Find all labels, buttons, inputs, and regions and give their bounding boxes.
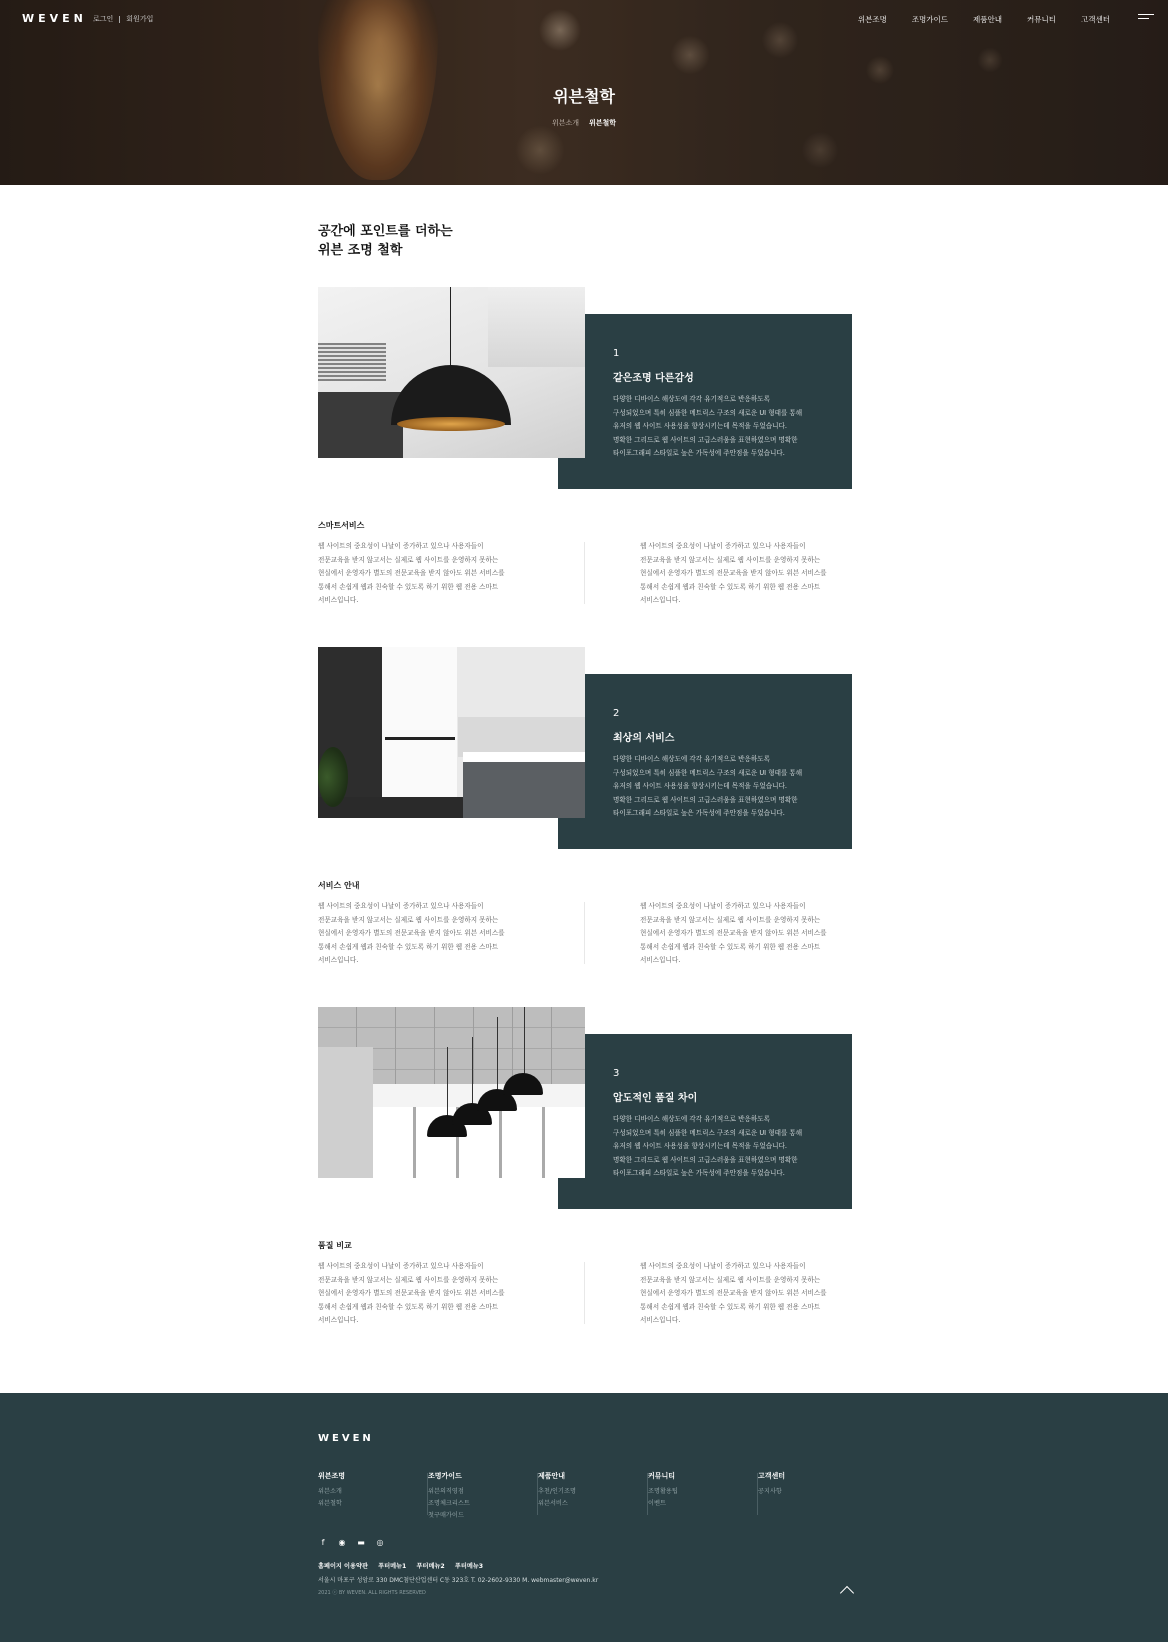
feature-description: 다양한 디바이스 해상도에 각각 유기적으로 반응하도록 구성되었으며 특히 심플한 메트릭스 구조의 새로운 UI 형태를 통해 유저의 웹 사이트 사용성을 향상시키는데 목적을 두었습니다. 명확한 그리드로 웹 사이트의 고급스러움을 표현하였으며 명확한 타이포그래피 스타일로 높은 가독성에 주안점을 두었습니다. xyxy=(613,395,803,458)
nav-item-lighting-guide[interactable]: 조명가이드 xyxy=(911,15,949,24)
footer-menu-1[interactable]: 푸터메뉴1 xyxy=(378,1563,407,1570)
service-text-left: 웹 사이트의 중요성이 나날이 증가하고 있으나 사용자들이 전문교육을 받지 않고서는 실제로 웹 사이트를 운영하지 못하는 현실에서 운영자가 별도의 전문교육을 받지 않아도 위븐 서비스를 통해서 손쉽게 웹과 친숙할 수 있도록 하기 위한 웹 전용 스마트 서비스입니다. xyxy=(318,902,505,965)
terms-link[interactable]: 홈페이지 이용약관 xyxy=(318,1563,368,1570)
feature-card xyxy=(558,674,852,849)
facebook-icon[interactable]: f xyxy=(321,1538,325,1547)
pendant-lamp-photo xyxy=(318,287,585,458)
copyright: 2021 ⓒ BY WEVEN. ALL RIGHTS RESERVED xyxy=(318,1590,426,1596)
footer-links xyxy=(318,1561,491,1570)
footer-menu-3[interactable]: 푸터메뉴3 xyxy=(454,1563,484,1570)
kitchen-photo xyxy=(318,647,585,818)
service-section xyxy=(318,1240,852,1330)
footer-column: 위븐조명 위븐소개 위븐철학 xyxy=(318,1471,428,1515)
service-text-right: 웹 사이트의 중요성이 나날이 증가하고 있으나 사용자들이 전문교육을 받지 않고서는 실제로 웹 사이트를 운영하지 못하는 현실에서 운영자가 별도의 전문교육을 받지 않아도 위븐 서비스를 통해서 손쉽게 웹과 친숙할 수 있도록 하기 위한 웹 전용 스마트 서비스입니다. xyxy=(640,902,827,965)
service-text-left: 웹 사이트의 중요성이 나날이 증가하고 있으나 사용자들이 전문교육을 받지 않고서는 실제로 웹 사이트를 운영하지 못하는 현실에서 운영자가 별도의 전문교육을 받지 않아도 위븐 서비스를 통해서 손쉽게 웹과 친숙할 수 있도록 하기 위한 웹 전용 스마트 서비스입니다. xyxy=(318,1262,505,1325)
service-section xyxy=(318,880,852,970)
service-heading: 품질 비교 xyxy=(318,1241,352,1250)
login-link[interactable]: 로그인 xyxy=(93,15,114,23)
blog-icon[interactable]: ◉ xyxy=(338,1538,346,1547)
service-text-left: 웹 사이트의 중요성이 나날이 증가하고 있으나 사용자들이 전문교육을 받지 않고서는 실제로 웹 사이트를 운영하지 못하는 현실에서 운영자가 별도의 전문교육을 받지 않아도 위븐 서비스를 통해서 손쉽게 웹과 친숙할 수 있도록 하기 위한 웹 전용 스마트 서비스입니다. xyxy=(318,542,505,605)
feature-description: 다양한 디바이스 해상도에 각각 유기적으로 반응하도록 구성되었으며 특히 심플한 메트릭스 구조의 새로운 UI 형태를 통해 유저의 웹 사이트 사용성을 향상시키는데 목적을 두었습니다. 명확한 그리드로 웹 사이트의 고급스러움을 표현하였으며 명확한 타이포그래피 스타일로 높은 가독성에 주안점을 두었습니다. xyxy=(613,755,803,818)
service-heading: 서비스 안내 xyxy=(318,881,360,890)
footer-column: 고객센터 공지사항 xyxy=(758,1472,786,1495)
instagram-icon[interactable]: ◎ xyxy=(376,1538,384,1547)
feature-block xyxy=(318,647,852,849)
footer-column: 제품안내 추천/인기조명 위븐서비스 xyxy=(538,1471,648,1515)
feature-title: 같은조명 다른감성 xyxy=(613,373,694,384)
nav-item-community[interactable]: 커뮤니티 xyxy=(1027,15,1057,24)
feature-title: 최상의 서비스 xyxy=(613,733,675,744)
breadcrumb xyxy=(0,118,1168,128)
feature-block xyxy=(318,287,852,489)
footer-column: 커뮤니티 조명활용팁 이벤트 xyxy=(648,1471,758,1515)
hamburger-icon[interactable] xyxy=(1138,14,1154,24)
talk-icon[interactable]: ▬ xyxy=(357,1538,365,1547)
breadcrumb-current: 위븐철학 xyxy=(589,119,617,127)
footer-logo[interactable]: WEVEN xyxy=(318,1433,374,1444)
social-links xyxy=(318,1538,394,1548)
footer-address: 서울시 마포구 성암로 330 DMC첨단산업센터 C동 323호 T. 02-2602-9330 M. webmaster@weven.kr xyxy=(318,1577,599,1584)
hero-banner xyxy=(0,0,1168,185)
nav-item-weven-lighting[interactable]: 위븐조명 xyxy=(857,15,887,24)
auth-links xyxy=(93,14,153,24)
feature-card xyxy=(558,314,852,489)
page-title: 위븐철학 xyxy=(553,87,615,106)
service-text-right: 웹 사이트의 중요성이 나날이 증가하고 있으나 사용자들이 전문교육을 받지 않고서는 실제로 웹 사이트를 운영하지 못하는 현실에서 운영자가 별도의 전문교육을 받지 않아도 위븐 서비스를 통해서 손쉽게 웹과 친숙할 수 있도록 하기 위한 웹 전용 스마트 서비스입니다. xyxy=(640,1262,827,1325)
breadcrumb-parent[interactable]: 위븐소개 xyxy=(551,119,579,127)
nav-item-support[interactable]: 고객센터 xyxy=(1081,15,1110,24)
feature-card xyxy=(558,1034,852,1209)
feature-number: 1 xyxy=(613,348,620,359)
feature-number: 2 xyxy=(613,708,620,719)
footer-column: 조명가이드 위븐의직영점 조명체크리스트 첫구매가이드 xyxy=(428,1471,538,1515)
pendant-row-photo xyxy=(318,1007,585,1178)
footer-menu-2[interactable]: 푸터메뉴2 xyxy=(416,1563,445,1570)
footer xyxy=(0,1393,1168,1642)
feature-title: 압도적인 품질 차이 xyxy=(613,1093,698,1104)
service-heading: 스마트서비스 xyxy=(318,521,365,530)
nav-item-products[interactable]: 제품안내 xyxy=(973,15,1003,24)
feature-block xyxy=(318,1007,852,1209)
feature-number: 3 xyxy=(613,1068,620,1079)
top-navigation xyxy=(0,0,1168,38)
main-nav xyxy=(833,14,1110,25)
join-link[interactable]: 회원가입 xyxy=(126,15,154,23)
service-text-right: 웹 사이트의 중요성이 나날이 증가하고 있으나 사용자들이 전문교육을 받지 않고서는 실제로 웹 사이트를 운영하지 못하는 현실에서 운영자가 별도의 전문교육을 받지 않아도 위븐 서비스를 통해서 손쉽게 웹과 친숙할 수 있도록 하기 위한 웹 전용 스마트 서비스입니다. xyxy=(640,542,827,605)
scroll-top-icon[interactable] xyxy=(840,1586,854,1600)
service-section xyxy=(318,520,852,610)
feature-description: 다양한 디바이스 해상도에 각각 유기적으로 반응하도록 구성되었으며 특히 심플한 메트릭스 구조의 새로운 UI 형태를 통해 유저의 웹 사이트 사용성을 향상시키는데 목적을 두었습니다. 명확한 그리드로 웹 사이트의 고급스러움을 표현하였으며 명확한 타이포그래피 스타일로 높은 가독성에 주안점을 두었습니다. xyxy=(613,1115,803,1178)
intro-heading: 공간에 포인트를 더하는 위븐 조명 철학 xyxy=(318,224,453,258)
logo[interactable]: WEVEN xyxy=(22,12,87,25)
